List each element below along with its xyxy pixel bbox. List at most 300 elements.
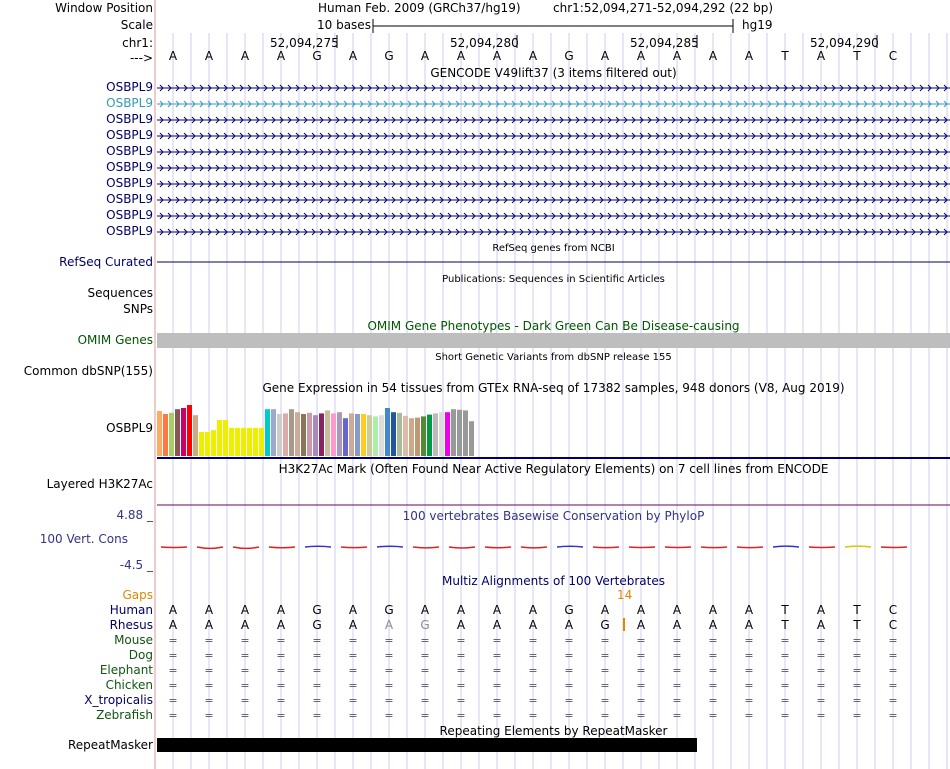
- gtex-tissue-bar: [343, 418, 348, 456]
- base-letter: T: [853, 49, 861, 63]
- ruler-tick-label: 52,094,280: [450, 36, 519, 50]
- identical-base-mark: =: [528, 634, 538, 647]
- identical-base-mark: =: [708, 694, 718, 707]
- identical-base-mark: =: [636, 634, 646, 647]
- human-base: C: [888, 603, 898, 617]
- identical-base-mark: =: [672, 649, 682, 662]
- gaps-label: Gaps: [122, 588, 153, 602]
- conservation-wiggle: [485, 547, 511, 548]
- rhesus-base: A: [816, 618, 826, 632]
- gencode-gene-label: OSBPL9: [106, 208, 153, 222]
- gencode-gene-label: OSBPL9: [106, 176, 153, 190]
- identical-base-mark: =: [888, 664, 898, 677]
- human-base: A: [348, 603, 358, 617]
- gtex-tissue-bar: [391, 412, 396, 456]
- conservation-wiggle: [413, 547, 439, 548]
- identical-base-mark: =: [168, 709, 178, 722]
- identical-base-mark: =: [852, 664, 862, 677]
- h3k27ac-track-label[interactable]: Layered H3K27Ac: [46, 477, 153, 491]
- rhesus-base: A: [456, 618, 466, 632]
- identical-base-mark: =: [528, 649, 538, 662]
- gtex-tissue-bar: [253, 428, 258, 456]
- gtex-gene-label[interactable]: OSBPL9: [106, 421, 153, 435]
- identical-base-mark: =: [240, 679, 250, 692]
- identical-base-mark: =: [420, 664, 430, 677]
- identical-base-mark: =: [204, 649, 214, 662]
- identical-base-mark: =: [456, 649, 466, 662]
- gtex-tissue-bar: [355, 414, 360, 456]
- repeatmasker-track-label[interactable]: RepeatMasker: [67, 738, 153, 752]
- identical-base-mark: =: [240, 694, 250, 707]
- species-label: Dog: [128, 648, 153, 662]
- identical-base-mark: =: [168, 634, 178, 647]
- window-position-label: Window Position: [55, 1, 153, 15]
- gtex-tissue-bar: [187, 405, 192, 456]
- identical-base-mark: =: [492, 664, 502, 677]
- identical-base-mark: =: [204, 664, 214, 677]
- identical-base-mark: =: [816, 709, 826, 722]
- base-letter: G: [384, 49, 394, 63]
- conservation-wiggle: [377, 546, 403, 547]
- identical-base-mark: =: [744, 634, 754, 647]
- human-base: A: [528, 603, 538, 617]
- identical-base-mark: =: [420, 634, 430, 647]
- conservation-wiggle: [197, 547, 223, 548]
- omim-track-title[interactable]: OMIM Gene Phenotypes - Dark Green Can Be Disease-causing: [367, 319, 740, 333]
- human-base: T: [853, 603, 861, 617]
- human-base: A: [492, 603, 502, 617]
- gtex-tissue-bar: [175, 409, 180, 456]
- h3k27ac-track-title[interactable]: H3K27Ac Mark (Often Found Near Active Regulatory Elements) on 7 cell lines from ENCODE: [278, 462, 829, 476]
- chrom-label: chr1:: [122, 36, 153, 50]
- gtex-tissue-bar: [469, 421, 474, 456]
- identical-base-mark: =: [456, 694, 466, 707]
- publications-snps-label[interactable]: SNPs: [123, 302, 153, 316]
- conservation-wiggle: [449, 547, 475, 548]
- gencode-gene-label: OSBPL9: [106, 112, 153, 126]
- identical-base-mark: =: [636, 664, 646, 677]
- human-base: A: [600, 603, 610, 617]
- identical-base-mark: =: [492, 679, 502, 692]
- gtex-tissue-bar: [421, 416, 426, 456]
- conservation-wiggle: [521, 547, 547, 548]
- rhesus-base: A: [276, 618, 286, 632]
- identical-base-mark: =: [672, 634, 682, 647]
- identical-base-mark: =: [744, 694, 754, 707]
- gtex-tissue-bar: [157, 411, 162, 456]
- conservation-wiggle: [737, 547, 763, 548]
- base-letter: A: [636, 49, 646, 63]
- identical-base-mark: =: [852, 679, 862, 692]
- identical-base-mark: =: [276, 634, 286, 647]
- gtex-tissue-bar: [415, 418, 420, 456]
- base-letter: T: [781, 49, 789, 63]
- identical-base-mark: =: [492, 634, 502, 647]
- scale-db: hg19: [742, 18, 773, 32]
- gtex-tissue-bar: [223, 420, 228, 456]
- refseq-track-title[interactable]: RefSeq genes from NCBI: [492, 243, 615, 254]
- gtex-tissue-bar: [385, 408, 390, 456]
- rhesus-base: A: [168, 618, 178, 632]
- assembly-name: Human Feb. 2009 (GRCh37/hg19): [318, 1, 521, 15]
- identical-base-mark: =: [348, 694, 358, 707]
- identical-base-mark: =: [420, 679, 430, 692]
- gtex-tissue-bar: [271, 409, 276, 456]
- identical-base-mark: =: [564, 709, 574, 722]
- base-letter: A: [420, 49, 430, 63]
- rhesus-base: A: [492, 618, 502, 632]
- rhesus-base: A: [204, 618, 214, 632]
- conservation-min-label: -4.5 _: [119, 558, 153, 572]
- identical-base-mark: =: [528, 664, 538, 677]
- repeatmasker-element: [157, 738, 697, 752]
- gtex-tissue-bar: [211, 430, 216, 456]
- identical-base-mark: =: [384, 634, 394, 647]
- identical-base-mark: =: [276, 679, 286, 692]
- rhesus-base: A: [384, 618, 394, 632]
- omim-phenotype-bar: [157, 333, 950, 348]
- identical-base-mark: =: [564, 694, 574, 707]
- gtex-tissue-bar: [361, 414, 366, 456]
- human-base: A: [708, 603, 718, 617]
- identical-base-mark: =: [384, 709, 394, 722]
- gtex-tissue-bar: [409, 418, 414, 456]
- base-letter: A: [276, 49, 286, 63]
- gtex-tissue-bar: [307, 413, 312, 456]
- scale-bar-text: 10 bases: [317, 18, 371, 32]
- rhesus-base: T: [781, 618, 789, 632]
- gencode-gene-label: OSBPL9: [106, 96, 153, 110]
- gencode-gene-label: OSBPL9: [106, 128, 153, 142]
- gtex-tissue-bar: [433, 413, 438, 456]
- identical-base-mark: =: [852, 694, 862, 707]
- identical-base-mark: =: [420, 694, 430, 707]
- gtex-tissue-bar: [163, 414, 168, 456]
- human-species-label: Human: [109, 603, 153, 617]
- identical-base-mark: =: [708, 679, 718, 692]
- rhesus-base: A: [636, 618, 646, 632]
- identical-base-mark: =: [420, 709, 430, 722]
- ruler-tick-label: 52,094,285: [630, 36, 699, 50]
- identical-base-mark: =: [852, 634, 862, 647]
- identical-base-mark: =: [492, 694, 502, 707]
- gtex-tissue-bar: [439, 412, 444, 456]
- identical-base-mark: =: [204, 709, 214, 722]
- identical-base-mark: =: [636, 679, 646, 692]
- gtex-tissue-bar: [181, 408, 186, 456]
- identical-base-mark: =: [852, 709, 862, 722]
- gtex-tissue-bar: [313, 415, 318, 456]
- identical-base-mark: =: [780, 664, 790, 677]
- identical-base-mark: =: [564, 634, 574, 647]
- publications-sequences-label[interactable]: Sequences: [87, 286, 153, 300]
- identical-base-mark: =: [312, 664, 322, 677]
- gtex-tissue-bar: [259, 428, 264, 456]
- identical-base-mark: =: [636, 649, 646, 662]
- identical-base-mark: =: [348, 634, 358, 647]
- gtex-tissue-bar: [427, 415, 432, 456]
- gtex-tissue-bar: [463, 410, 468, 456]
- base-letter: A: [492, 49, 502, 63]
- identical-base-mark: =: [780, 649, 790, 662]
- gtex-tissue-bar: [193, 415, 198, 456]
- human-base: A: [744, 603, 754, 617]
- identical-base-mark: =: [276, 709, 286, 722]
- base-sequence: [0, 49, 950, 64]
- identical-base-mark: =: [528, 709, 538, 722]
- base-letter: A: [240, 49, 250, 63]
- identical-base-mark: =: [168, 664, 178, 677]
- rhesus-base: G: [420, 618, 430, 632]
- gtex-tissue-bar: [397, 413, 402, 456]
- gtex-tissue-bar: [445, 412, 450, 456]
- identical-base-mark: =: [600, 679, 610, 692]
- identical-base-mark: =: [312, 694, 322, 707]
- conservation-track-label[interactable]: 100 Vert. Cons: [39, 532, 128, 546]
- conservation-wiggle: [593, 547, 619, 548]
- identical-base-mark: =: [276, 664, 286, 677]
- rhesus-base: C: [888, 618, 898, 632]
- gtex-tissue-bar: [289, 409, 294, 456]
- dbsnp-track-label[interactable]: Common dbSNP(155): [23, 364, 153, 378]
- identical-base-mark: =: [672, 694, 682, 707]
- identical-base-mark: =: [636, 694, 646, 707]
- identical-base-mark: =: [780, 679, 790, 692]
- conservation-wiggle: [233, 547, 259, 548]
- conservation-wiggle: [773, 546, 799, 547]
- identical-base-mark: =: [240, 664, 250, 677]
- identical-base-mark: =: [744, 679, 754, 692]
- rhesus-base: A: [672, 618, 682, 632]
- identical-base-mark: =: [492, 649, 502, 662]
- conservation-wiggle: [701, 547, 727, 548]
- identical-base-mark: =: [888, 709, 898, 722]
- identical-base-mark: =: [708, 709, 718, 722]
- gtex-tissue-bar: [247, 428, 252, 456]
- base-letter: A: [204, 49, 214, 63]
- gtex-tissue-bar: [319, 413, 324, 456]
- identical-base-mark: =: [384, 664, 394, 677]
- gtex-tissue-bar: [379, 415, 384, 456]
- identical-base-mark: =: [564, 664, 574, 677]
- gencode-gene-label: OSBPL9: [106, 80, 153, 94]
- identical-base-mark: =: [240, 634, 250, 647]
- gtex-tissue-bar: [457, 410, 462, 456]
- gtex-tissue-bar: [229, 428, 234, 456]
- refseq-track-label[interactable]: RefSeq Curated: [59, 255, 153, 269]
- strand-arrow-label: --->: [129, 51, 153, 65]
- gap-count: 14: [617, 588, 633, 602]
- identical-base-mark: =: [780, 709, 790, 722]
- identical-base-mark: =: [348, 664, 358, 677]
- conservation-wiggle: [305, 546, 331, 547]
- identical-base-mark: =: [816, 694, 826, 707]
- identical-base-mark: =: [384, 649, 394, 662]
- identical-base-mark: =: [240, 709, 250, 722]
- identical-base-mark: =: [708, 649, 718, 662]
- human-base: A: [276, 603, 286, 617]
- identical-base-mark: =: [348, 679, 358, 692]
- human-base: A: [240, 603, 250, 617]
- base-letter: C: [888, 49, 898, 63]
- gtex-tissue-bar: [217, 420, 222, 456]
- identical-base-mark: =: [312, 709, 322, 722]
- repeatmasker-track-title[interactable]: Repeating Elements by RepeatMasker: [439, 724, 668, 738]
- species-label: Mouse: [114, 633, 153, 647]
- species-label: Elephant: [99, 663, 153, 677]
- identical-base-mark: =: [744, 649, 754, 662]
- identical-base-mark: =: [204, 694, 214, 707]
- human-base: A: [168, 603, 178, 617]
- gtex-tissue-bar: [403, 416, 408, 456]
- base-letter: A: [456, 49, 466, 63]
- gtex-tissue-bar: [265, 409, 270, 456]
- human-base: A: [636, 603, 646, 617]
- identical-base-mark: =: [204, 634, 214, 647]
- gtex-tissue-bar: [169, 413, 174, 456]
- identical-base-mark: =: [600, 709, 610, 722]
- conservation-wiggle: [341, 547, 367, 548]
- identical-base-mark: =: [240, 649, 250, 662]
- base-letter: A: [348, 49, 358, 63]
- identical-base-mark: =: [672, 679, 682, 692]
- identical-base-mark: =: [564, 649, 574, 662]
- identical-base-mark: =: [312, 679, 322, 692]
- gtex-tissue-bar: [337, 412, 342, 456]
- identical-base-mark: =: [672, 664, 682, 677]
- identical-base-mark: =: [816, 634, 826, 647]
- conservation-wiggle: [845, 546, 871, 547]
- conservation-wiggle: [557, 546, 583, 547]
- identical-base-mark: =: [312, 634, 322, 647]
- identical-base-mark: =: [708, 664, 718, 677]
- human-base: G: [564, 603, 574, 617]
- identical-base-mark: =: [744, 709, 754, 722]
- scale-label: Scale: [120, 18, 153, 32]
- identical-base-mark: =: [600, 634, 610, 647]
- gencode-gene-label: OSBPL9: [106, 160, 153, 174]
- identical-base-mark: =: [600, 694, 610, 707]
- identical-base-mark: =: [312, 649, 322, 662]
- identical-base-mark: =: [276, 649, 286, 662]
- gtex-tissue-bar: [283, 413, 288, 456]
- human-base: G: [312, 603, 322, 617]
- rhesus-base: T: [853, 618, 861, 632]
- species-label: Chicken: [105, 678, 153, 692]
- identical-base-mark: =: [672, 709, 682, 722]
- identical-base-mark: =: [276, 694, 286, 707]
- identical-base-mark: =: [780, 634, 790, 647]
- gtex-tissue-bar: [235, 428, 240, 456]
- human-base: T: [781, 603, 789, 617]
- identical-base-mark: =: [852, 649, 862, 662]
- gtex-tissue-bar: [199, 432, 204, 456]
- identical-base-mark: =: [888, 679, 898, 692]
- human-base: A: [816, 603, 826, 617]
- base-letter: A: [528, 49, 538, 63]
- identical-base-mark: =: [348, 649, 358, 662]
- base-letter: A: [744, 49, 754, 63]
- gencode-gene-label: OSBPL9: [106, 144, 153, 158]
- rhesus-base: A: [708, 618, 718, 632]
- gencode-track-title[interactable]: GENCODE V49lift37 (3 items filtered out): [430, 66, 677, 80]
- identical-base-mark: =: [528, 679, 538, 692]
- conservation-track-title[interactable]: 100 vertebrates Basewise Conservation by PhyloP: [402, 509, 705, 523]
- identical-base-mark: =: [456, 679, 466, 692]
- human-base: G: [384, 603, 394, 617]
- gtex-tissue-bar: [451, 409, 456, 456]
- gtex-tissue-bar: [277, 414, 282, 456]
- gtex-tissue-bar: [301, 414, 306, 456]
- gencode-gene-label: OSBPL9: [106, 192, 153, 206]
- gtex-tissue-bar: [349, 413, 354, 456]
- gtex-tissue-bar: [325, 410, 330, 456]
- identical-base-mark: =: [456, 709, 466, 722]
- rhesus-base: A: [744, 618, 754, 632]
- omim-track-label[interactable]: OMIM Genes: [77, 333, 153, 347]
- base-letter: A: [600, 49, 610, 63]
- gtex-track-title[interactable]: Gene Expression in 54 tissues from GTEx RNA-seq of 17382 samples, 948 donors (V8, Aug 2019): [262, 381, 845, 395]
- identical-base-mark: =: [168, 649, 178, 662]
- ruler-tick-label: 52,094,290: [810, 36, 879, 50]
- rhesus-species-label: Rhesus: [109, 618, 153, 632]
- identical-base-mark: =: [816, 679, 826, 692]
- identical-base-mark: =: [168, 694, 178, 707]
- identical-base-mark: =: [816, 649, 826, 662]
- human-base: A: [420, 603, 430, 617]
- identical-base-mark: =: [384, 679, 394, 692]
- multiz-track-title[interactable]: Multiz Alignments of 100 Vertebrates: [441, 574, 666, 588]
- identical-base-mark: =: [780, 694, 790, 707]
- identical-base-mark: =: [456, 664, 466, 677]
- publications-track-title[interactable]: Publications: Sequences in Scientific Articles: [442, 274, 665, 285]
- gtex-tissue-bar: [295, 412, 300, 456]
- base-letter: G: [564, 49, 574, 63]
- human-base: A: [672, 603, 682, 617]
- identical-base-mark: =: [564, 679, 574, 692]
- conservation-max-label: 4.88 _: [116, 508, 153, 522]
- identical-base-mark: =: [888, 694, 898, 707]
- identical-base-mark: =: [888, 649, 898, 662]
- base-letter: A: [816, 49, 826, 63]
- rhesus-base: A: [348, 618, 358, 632]
- identical-base-mark: =: [600, 664, 610, 677]
- identical-base-mark: =: [456, 634, 466, 647]
- identical-base-mark: =: [636, 709, 646, 722]
- identical-base-mark: =: [528, 694, 538, 707]
- species-label: Zebrafish: [96, 708, 153, 722]
- rhesus-base: A: [564, 618, 574, 632]
- gtex-tissue-bar: [373, 416, 378, 456]
- species-label: X_tropicalis: [84, 693, 153, 707]
- human-base: A: [456, 603, 466, 617]
- gtex-tissue-bar: [241, 428, 246, 456]
- rhesus-base: G: [312, 618, 322, 632]
- gtex-tissue-bar: [205, 432, 210, 456]
- rhesus-base: A: [528, 618, 538, 632]
- conservation-wiggle: [269, 547, 295, 548]
- identical-base-mark: =: [744, 664, 754, 677]
- identical-base-mark: =: [348, 709, 358, 722]
- identical-base-mark: =: [492, 709, 502, 722]
- rhesus-base: A: [240, 618, 250, 632]
- dbsnp-track-title[interactable]: Short Genetic Variants from dbSNP release 155: [435, 352, 672, 363]
- gtex-tissue-bar: [331, 413, 336, 456]
- base-letter: A: [708, 49, 718, 63]
- base-letter: G: [312, 49, 322, 63]
- gtex-tissue-bar: [367, 415, 372, 456]
- identical-base-mark: =: [420, 649, 430, 662]
